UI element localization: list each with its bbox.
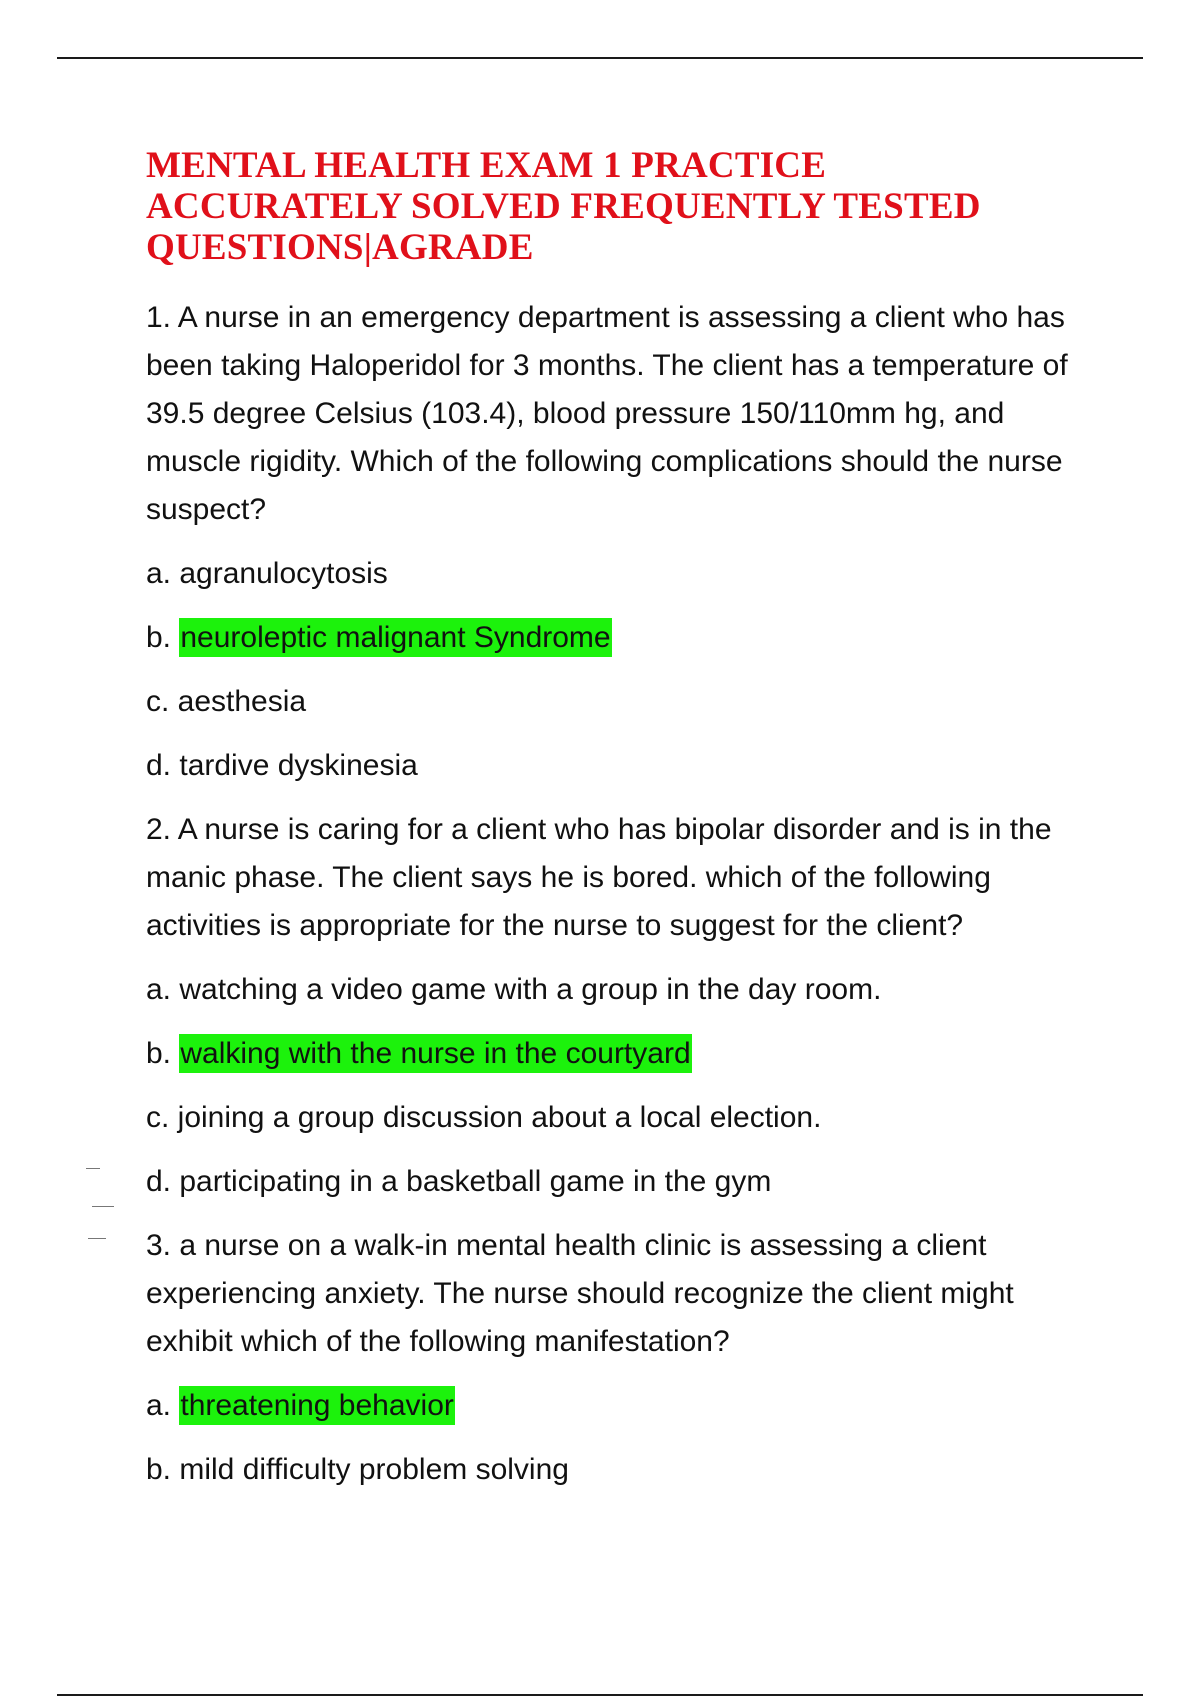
document-content [146, 145, 1106, 1510]
question-3-option-a [146, 1382, 1106, 1430]
question-1-option-a [146, 550, 1106, 598]
margin-pen-marks [82, 1162, 122, 1242]
question-1-option-b [146, 614, 1106, 662]
option-prefix: a. [146, 1389, 180, 1422]
question-1-option-d [146, 742, 1106, 790]
option-text: participating in a basketball game in the gym [179, 1165, 772, 1198]
option-prefix: a. [146, 557, 180, 590]
header-rule [57, 57, 1143, 59]
option-text: watching a video game with a group in the day room. [179, 973, 882, 1006]
title-line: QUESTIONS|AGRADE [146, 227, 534, 268]
question-1-text: 1. A nurse in an emergency department is assessing a client who has been taking Haloperidol for 3 months. The client has a temperature of 39.5 degree Celsius (103.4), blood pressure 150/110mm hg, and muscle rigidity. Which of the following complications should the nurse suspect? [146, 301, 1068, 526]
option-text: tardive dyskinesia [179, 749, 418, 782]
option-prefix: c. [146, 1101, 178, 1134]
question-2-option-b [146, 1030, 1106, 1078]
option-text: aesthesia [177, 685, 307, 718]
option-text: agranulocytosis [179, 557, 388, 590]
highlighted-answer: neuroleptic malignant Syndrome [179, 618, 611, 657]
highlighted-answer: threatening behavior [179, 1386, 455, 1425]
footer-rule [57, 1694, 1143, 1696]
pen-mark [88, 1238, 106, 1239]
highlighted-answer: walking with the nurse in the courtyard [179, 1034, 691, 1073]
option-prefix: c. [146, 685, 178, 718]
title-line: ACCURATELY SOLVED FREQUENTLY TESTED [146, 186, 981, 227]
question-3-text: 3. a nurse on a walk-in mental health clinic is assessing a client experiencing anxiety. The nurse should recognize the client might exhibit which of the following manifestation? [146, 1229, 1014, 1358]
option-prefix: b. [146, 1453, 180, 1486]
option-prefix: a. [146, 973, 180, 1006]
title-line: MENTAL HEALTH EXAM 1 PRACTICE [146, 145, 827, 186]
option-prefix: d. [146, 1165, 180, 1198]
option-text: joining a group discussion about a local election. [177, 1101, 822, 1134]
question-3-option-b [146, 1446, 1106, 1494]
pen-mark [86, 1168, 100, 1169]
question-2-option-c [146, 1094, 1106, 1142]
question-2-option-d [146, 1158, 1106, 1206]
question-1-option-c [146, 678, 1106, 726]
option-text: mild difficulty problem solving [179, 1453, 569, 1486]
question-2-option-a [146, 966, 1106, 1014]
question-2-text: 2. A nurse is caring for a client who has bipolar disorder and is in the manic phase. The client says he is bored. which of the following activities is appropriate for the nurse to suggest for the client? [146, 813, 1052, 942]
option-prefix: b. [146, 621, 180, 654]
document-title [146, 145, 1106, 268]
option-prefix: b. [146, 1037, 180, 1070]
option-prefix: d. [146, 749, 180, 782]
pen-mark [92, 1206, 114, 1207]
